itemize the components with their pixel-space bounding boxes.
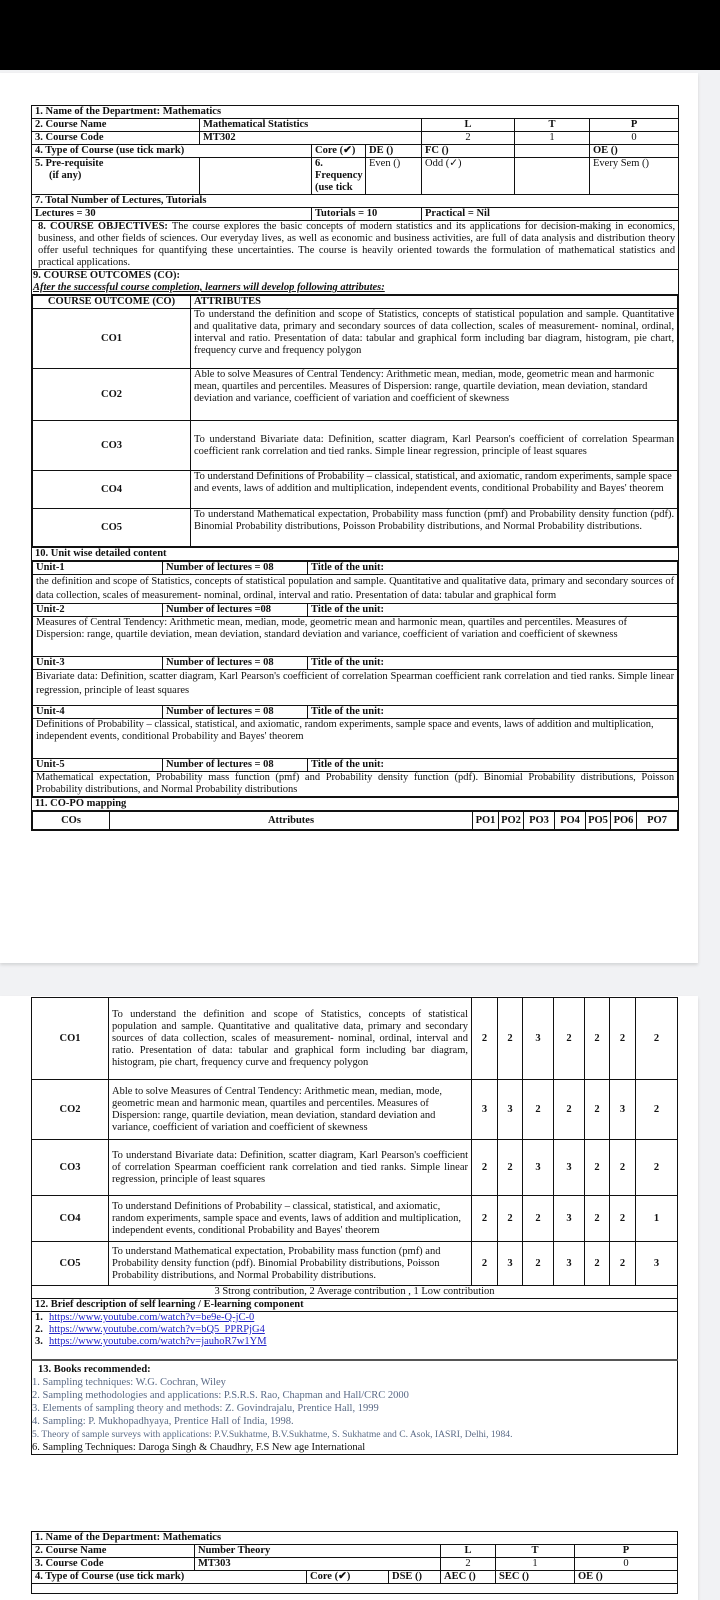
link-number: 2. <box>35 1324 43 1335</box>
po-value: 2 <box>498 998 523 1080</box>
outcome-co: CO4 <box>33 471 191 509</box>
type-core: Core (✔) <box>312 145 366 158</box>
copo-attribute: To understand Mathematical expectation, Probability mass function (pmf) and Probability density function (pdf). Binomial Probability distributions, Poisson Probability distributions, and Normal Probability distributions. <box>109 1242 472 1286</box>
unit-content: Definitions of Probability – classical, statistical, and axiomatic, random experiments, sample space and events, laws of addition and multiplication, independent events, conditional Probability and Bayes' theorem <box>33 719 678 759</box>
copo-header-po3: PO3 <box>524 812 555 830</box>
next-type-sec: SEC () <box>496 1571 575 1584</box>
youtube-link[interactable]: https://www.youtube.com/watch?v=bQ5_PPRPjG4 <box>49 1324 265 1335</box>
po-value: 3 <box>554 1140 585 1196</box>
prerequisite-value <box>200 158 312 195</box>
po-value: 2 <box>472 1140 498 1196</box>
next-course-table <box>31 1531 678 1594</box>
copo-attribute: To understand the definition and scope of Statistics, concepts of statistical population and sample. Quantitative and qualitative data, primary and secondary sources of data collection, scales of measurement- nominal, ordinal, interval and ratio. Presentation of data: tabular and graphical form including bar diagram, histogram, pie chart, frequency curve and frequency polygon <box>109 998 472 1080</box>
unit-lectures: Number of lectures =08 <box>163 604 308 617</box>
unit-content: the definition and scope of Statistics, concepts of statistical population and sample. Quantitative and qualitative data, primary and secondary sources of data collection, scales of measurement- nominal, ordinal, interval and ratio. Presentation of data: tabular and graphical form <box>33 575 678 604</box>
outcomes-intro: After the successful course completion, learners will develop following attributes: <box>33 282 385 293</box>
type-oe: OE () <box>590 145 679 158</box>
freq-empty <box>515 158 590 195</box>
unit-name: Unit-3 <box>33 657 163 670</box>
book-item: 3. Elements of sampling theory and methods: Z. Govindrajalu, Prentice Hall, 1999 <box>32 1402 379 1414</box>
copo-label: 11. CO-PO mapping <box>32 798 679 811</box>
po-value: 2 <box>554 998 585 1080</box>
units-table <box>32 561 678 797</box>
copo-header-po2: PO2 <box>499 812 524 830</box>
youtube-link[interactable]: https://www.youtube.com/watch?v=be9e-Q-jC-0 <box>49 1312 255 1323</box>
book-item: 5. Theory of sample surveys with applications: P.V.Sukhatme, B.V.Sukhatme, S. Sukhatme and C. Asok, IASRI, Delhi, 1984. <box>32 1428 513 1440</box>
po-value: 2 <box>498 1196 523 1242</box>
copo-attribute: To understand Bivariate data: Definition, scatter diagram, Karl Pearson's coefficient of correlation Spearman coefficient rank correlation and tied ranks. Simple linear regression, principle of least squares <box>109 1140 472 1196</box>
course-code: MT302 <box>200 132 422 145</box>
next-type-oe: OE () <box>575 1571 678 1584</box>
frequency-label: 6. Frequency (use tick <box>312 158 366 195</box>
lectures-count: Lectures = 30 <box>32 208 312 221</box>
po-value: 3 <box>523 998 554 1080</box>
po-value: 2 <box>610 1140 636 1196</box>
po-value: 2 <box>472 998 498 1080</box>
copo-co: CO2 <box>32 1080 109 1140</box>
freq-even: Even () <box>366 158 422 195</box>
next-course-name-label: 2. Course Name <box>32 1545 195 1558</box>
outcome-co: CO5 <box>33 509 191 547</box>
po-value: 2 <box>585 1242 610 1286</box>
outcome-text: Able to solve Measures of Central Tendency: Arithmetic mean, median, mode, geometric mean and harmonic mean, quartiles and percentiles. Measures of Dispersion: range, quartile deviation, mean deviation, standard deviation and variance, coefficient of variation and coefficient of skewness <box>191 369 678 421</box>
outcome-text: To understand Bivariate data: Definition, scatter diagram, Karl Pearson's coefficient of correlation Spearman coefficient rank correlation and tied ranks. Simple linear regression, principle of least squares <box>191 421 678 471</box>
ltp-header-l: L <box>422 119 515 132</box>
ltp-header-t: T <box>515 119 590 132</box>
next-course-name: Number Theory <box>195 1545 441 1558</box>
link-item <box>35 1312 674 1324</box>
po-value: 2 <box>610 1196 636 1242</box>
po-value: 2 <box>472 1242 498 1286</box>
po-value: 2 <box>610 998 636 1080</box>
po-value: 2 <box>554 1080 585 1140</box>
book-item: 4. Sampling: P. Mukhopadhyaya, Prentice Hall of India, 1998. <box>32 1415 294 1427</box>
po-value: 2 <box>636 1140 678 1196</box>
po-value: 2 <box>498 1140 523 1196</box>
scrollbar-gutter[interactable] <box>698 73 720 1600</box>
next-type-core: Core (✔) <box>307 1571 389 1584</box>
copo-header-po5: PO5 <box>586 812 611 830</box>
ltp-header-p: P <box>590 119 679 132</box>
elearning-links <box>32 1312 678 1360</box>
next-course-code: MT303 <box>195 1558 441 1571</box>
unit-title-label: Title of the unit: <box>308 604 678 617</box>
next-course-code-label: 3. Course Code <box>32 1558 195 1571</box>
po-value: 3 <box>610 1080 636 1140</box>
po-value: 2 <box>585 1196 610 1242</box>
outcome-text: To understand Definitions of Probability – classical, statistical, and axiomatic, random experiments, sample space and events, laws of addition and multiplication, independent events, conditional Probability and Bayes' theorem <box>191 471 678 509</box>
objectives-text: The course explores the basic concepts of modern statistics and its applications for decision-making in economics, business, and other fields of sciences. Our everyday lives, as well as economic and business activities, are full of data analysis and distribution theory offer useful techniques for quantifying these uncertainties. The course is heavily oriented towards the formulation of mathematical statistics and practical applications. <box>38 221 676 268</box>
outcome-text: To understand the definition and scope of Statistics, concepts of statistical population and sample. Quantitative and qualitative data, primary and secondary sources of data collection, scales of measurement- nominal, ordinal, interval and ratio. Presentation of data: tabular and graphical form including bar diagram, histogram, pie chart, frequency curve and frequency polygon <box>191 309 678 369</box>
copo-co: CO3 <box>32 1140 109 1196</box>
po-value: 1 <box>636 1196 678 1242</box>
po-value: 2 <box>523 1196 554 1242</box>
next-ltp-value-l: 2 <box>441 1558 496 1571</box>
outcomes-label: 9. COURSE OUTCOMES (CO): <box>33 270 181 281</box>
ltp-value-l: 2 <box>422 132 515 145</box>
link-item <box>35 1324 674 1336</box>
tutorials-count: Tutorials = 10 <box>312 208 422 221</box>
course-code-label: 3. Course Code <box>32 132 200 145</box>
type-fc: FC () <box>422 145 515 158</box>
link-number: 1. <box>35 1312 43 1323</box>
po-value: 3 <box>472 1080 498 1140</box>
outcome-text: To understand Mathematical expectation, Probability mass function (pmf) and Probability density function (pdf). Binomial Probability distributions, Poisson Probability distributions, and Normal Probability distributions. <box>191 509 678 547</box>
units-label: 10. Unit wise detailed content <box>32 548 679 561</box>
po-value: 2 <box>585 998 610 1080</box>
po-value: 3 <box>636 1242 678 1286</box>
unit-name: Unit-5 <box>33 759 163 772</box>
unit-title-label: Title of the unit: <box>308 706 678 719</box>
course-name: Mathematical Statistics <box>200 119 422 132</box>
unit-lectures: Number of lectures = 08 <box>163 562 308 575</box>
po-value: 3 <box>523 1140 554 1196</box>
next-ltp-header-p: P <box>575 1545 678 1558</box>
books-section <box>32 1360 678 1455</box>
next-ltp-value-p: 0 <box>575 1558 678 1571</box>
course-name-label: 2. Course Name <box>32 119 200 132</box>
unit-name: Unit-1 <box>33 562 163 575</box>
po-value: 2 <box>585 1140 610 1196</box>
outcome-co: CO2 <box>33 369 191 421</box>
attributes-header: ATTRIBUTES <box>191 296 678 309</box>
copo-co: CO4 <box>32 1196 109 1242</box>
unit-content: Bivariate data: Definition, scatter diagram, Karl Pearson's coefficient of correlation Spearman coefficient rank correlation and tied ranks. Simple linear regression, principle of least squares <box>33 670 678 706</box>
document-page-2 <box>0 996 698 1600</box>
po-value: 2 <box>523 1242 554 1286</box>
outcome-co: CO1 <box>33 309 191 369</box>
book-item: 2. Sampling methodologies and applications: P.S.R.S. Rao, Chapman and Hall/CRC 2000 <box>32 1389 409 1401</box>
total-lectures-label: 7. Total Number of Lectures, Tutorials <box>32 195 679 208</box>
po-value: 2 <box>523 1080 554 1140</box>
unit-title-label: Title of the unit: <box>308 562 678 575</box>
po-value: 2 <box>636 998 678 1080</box>
next-ltp-header-l: L <box>441 1545 496 1558</box>
freq-odd: Odd (✓) <box>422 158 515 195</box>
course-outcomes-header <box>32 270 679 295</box>
book-item: 1. Sampling techniques: W.G. Cochran, Wiley <box>32 1376 226 1388</box>
copo-attribute: To understand Definitions of Probability – classical, statistical, and axiomatic, random experiments, sample space and events, laws of addition and multiplication, independent events, conditional Probability and Bayes' theorem <box>109 1196 472 1242</box>
course-outcomes-table <box>32 295 678 547</box>
po-value: 2 <box>472 1196 498 1242</box>
link-item <box>35 1336 674 1348</box>
book-item: 6. Sampling Techniques: Daroga Singh & Chaudhry, F.S New age International <box>32 1441 366 1453</box>
po-value: 3 <box>554 1196 585 1242</box>
unit-name: Unit-4 <box>33 706 163 719</box>
department-name: 1. Name of the Department: Mathematics <box>32 106 679 119</box>
copo-header-po1: PO1 <box>473 812 499 830</box>
copo-co: CO1 <box>32 998 109 1080</box>
next-course-type-label: 4. Type of Course (use tick mark) <box>32 1571 307 1584</box>
ltp-value-t: 1 <box>515 132 590 145</box>
prerequisite-label-text: 5. Pre-requisite <box>35 158 104 169</box>
outcome-co: CO3 <box>33 421 191 471</box>
youtube-link[interactable]: https://www.youtube.com/watch?v=jauhoR7w1YM <box>49 1336 267 1347</box>
unit-name: Unit-2 <box>33 604 163 617</box>
next-ltp-header-t: T <box>496 1545 575 1558</box>
prerequisite-label <box>32 158 200 195</box>
type-de: DE () <box>366 145 422 158</box>
unit-content: Mathematical expectation, Probability mass function (pmf) and Probability density function (pdf). Binomial Probability distributions, Poisson Probability distributions, and Normal Probability distributions <box>33 772 678 797</box>
freq-every-sem: Every Sem () <box>590 158 679 195</box>
copo-co: CO5 <box>32 1242 109 1286</box>
contribution-legend: 3 Strong contribution, 2 Average contribution , 1 Low contribution <box>32 1286 678 1299</box>
copo-header-po7: PO7 <box>637 812 678 830</box>
next-row-cut <box>32 1584 678 1594</box>
unit-title-label: Title of the unit: <box>308 657 678 670</box>
copo-header-attributes: Attributes <box>110 812 473 830</box>
course-type-label: 4. Type of Course (use tick mark) <box>32 145 312 158</box>
link-number: 3. <box>35 1336 43 1347</box>
elearning-label: 12. Brief description of self learning / E-learning component <box>32 1299 678 1312</box>
copo-header-cos: COs <box>33 812 110 830</box>
course-objectives <box>32 221 679 270</box>
next-department-name: 1. Name of the Department: Mathematics <box>32 1532 678 1545</box>
unit-content: Measures of Central Tendency: Arithmetic mean, median, mode, geometric mean and harmonic mean, quartiles and percentiles. Measures of Dispersion: range, quartile deviation, mean deviation, standard deviation and variance, coefficient of variation and coefficient of skewness <box>33 617 678 657</box>
unit-lectures: Number of lectures = 08 <box>163 759 308 772</box>
po-value: 3 <box>554 1242 585 1286</box>
copo-header-table <box>32 811 678 830</box>
next-type-aec: AEC () <box>441 1571 496 1584</box>
books-label: 13. Books recommended: <box>38 1363 151 1375</box>
po-value: 2 <box>585 1080 610 1140</box>
ltp-value-p: 0 <box>590 132 679 145</box>
prerequisite-sub: (if any) <box>49 170 82 181</box>
document-page-1 <box>0 73 698 963</box>
unit-lectures: Number of lectures = 08 <box>163 706 308 719</box>
copo-header-po6: PO6 <box>611 812 637 830</box>
copo-attribute: Able to solve Measures of Central Tendency: Arithmetic mean, median, mode, geometric mean and harmonic mean, quartiles and percentiles. Measures of Dispersion: range, quartile deviation, mean deviation, standard deviation and variance, coefficient of variation and coefficient of skewness <box>109 1080 472 1140</box>
po-value: 2 <box>610 1242 636 1286</box>
copo-header-po4: PO4 <box>555 812 586 830</box>
unit-title-label: Title of the unit: <box>308 759 678 772</box>
course-details-table <box>31 105 679 831</box>
next-type-dse: DSE () <box>389 1571 441 1584</box>
co-header: COURSE OUTCOME (CO) <box>33 296 191 309</box>
type-empty <box>515 145 590 158</box>
po-value: 2 <box>636 1080 678 1140</box>
objectives-label: 8. COURSE OBJECTIVES: <box>38 221 168 232</box>
copo-mapping-table <box>31 997 678 1455</box>
next-ltp-value-t: 1 <box>496 1558 575 1571</box>
po-value: 3 <box>498 1242 523 1286</box>
practical-count: Practical = Nil <box>422 208 679 221</box>
unit-lectures: Number of lectures = 08 <box>163 657 308 670</box>
top-status-bar <box>0 0 720 70</box>
po-value: 3 <box>498 1080 523 1140</box>
